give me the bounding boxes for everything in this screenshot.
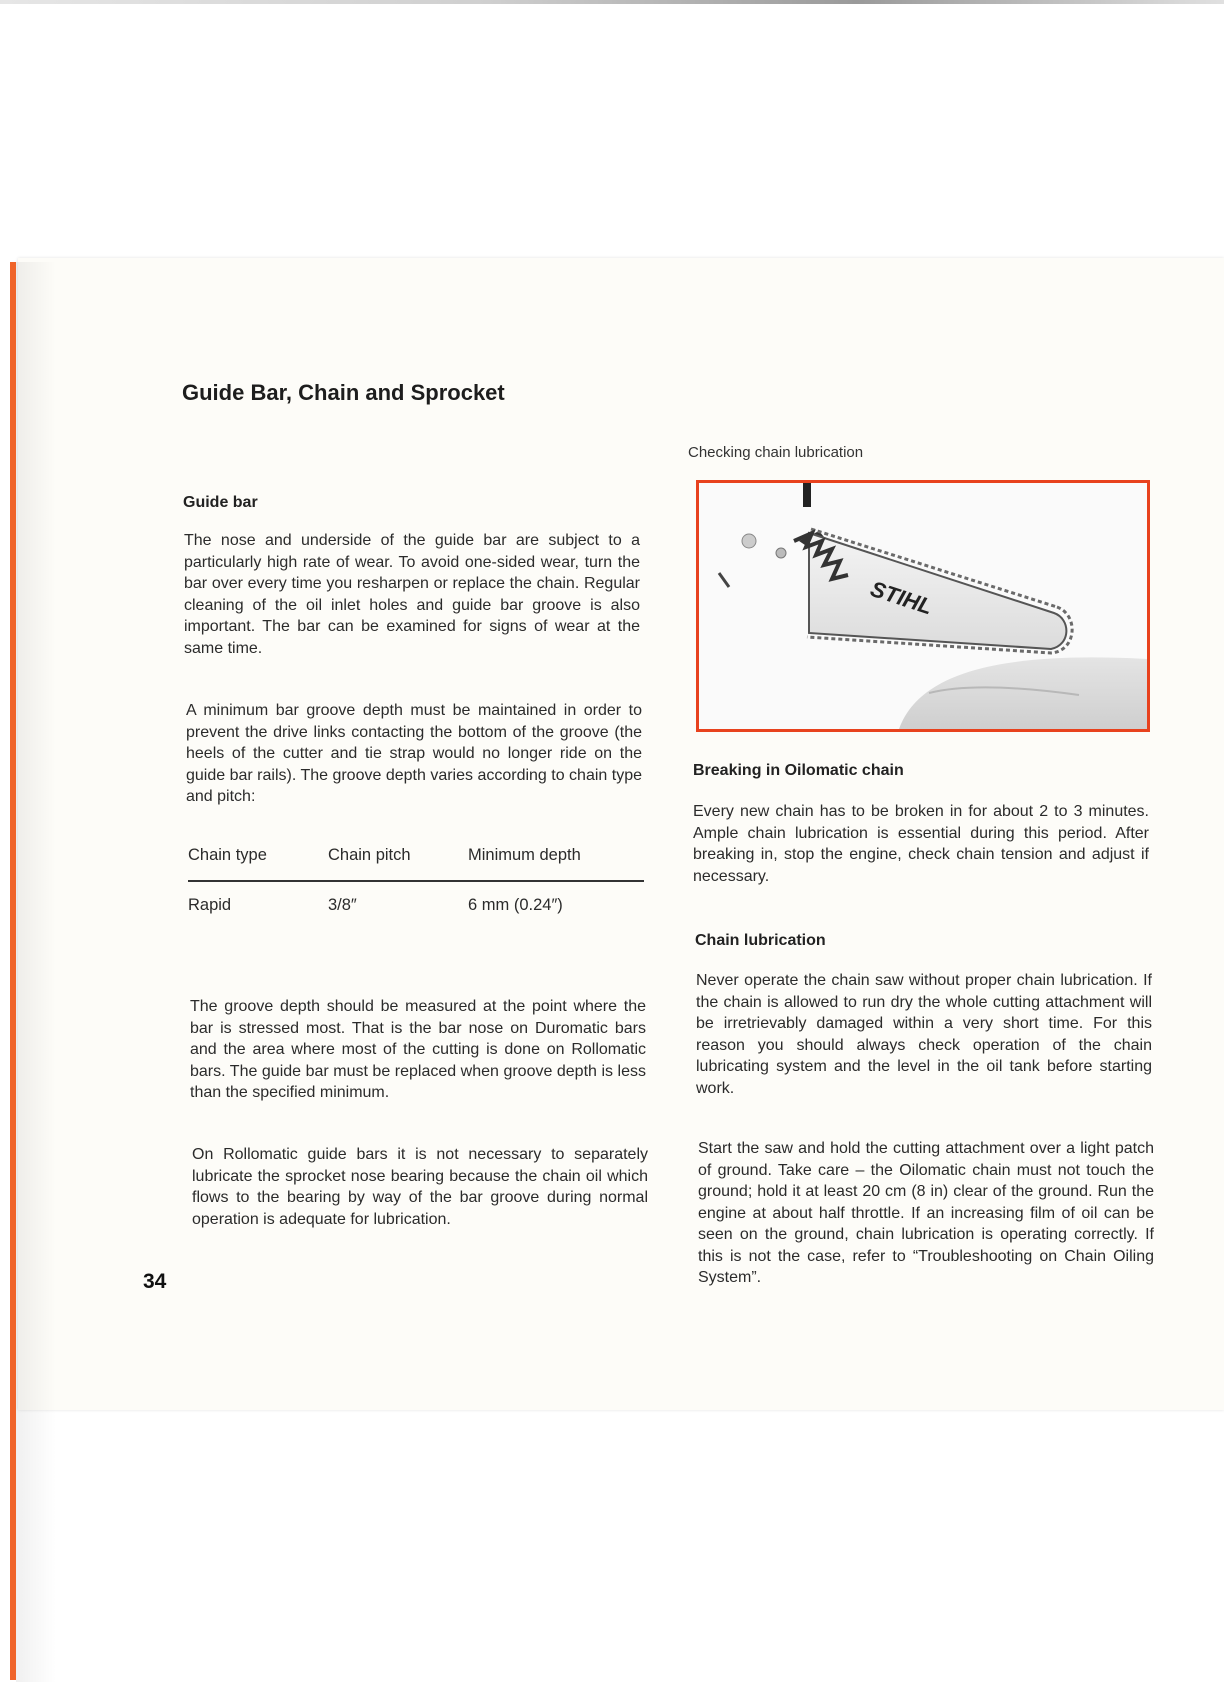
- guide-bar-paragraph-2: A minimum bar groove depth must be maintained in order to prevent the drive links contacting the bottom of the groove (the heels of the cutter and tie strap would no longer ride on the guide bar rails). The groove depth varies according to chain type and pitch:: [186, 702, 642, 805]
- page-number: 34: [143, 1270, 167, 1293]
- table-header-row: [188, 846, 644, 878]
- saw-handle: [803, 483, 811, 507]
- chain-lubrication-heading: Chain lubrication: [695, 932, 826, 949]
- guide-bar-paragraph-1: The nose and underside of the guide bar are subject to a particularly high rate of wear. To avoid one-sided wear, turn the bar over every time you resharpen or replace the chain. Regular cleaning of the oil inlet holes and guide bar groove is also important. The bar can be examined for signs of wear at the same time.: [184, 532, 640, 657]
- figure-caption: Checking chain lubrication: [688, 444, 864, 461]
- header-chain-pitch: Chain pitch: [328, 846, 411, 864]
- table-row: [188, 896, 644, 928]
- header-chain-type: Chain type: [188, 846, 267, 864]
- cell-minimum-depth: 6 mm (0.24″): [468, 896, 563, 914]
- stihl-logo: STIHL: [867, 575, 936, 620]
- chain-lubrication-paragraph-1: Never operate the chain saw without proper chain lubrication. If the chain is allowed to run dry the whole cutting attachment will be irretrievably damaged within a very short time. For this reason you should always check operation of the chain lubricating system and the level in the oil tank before starting work.: [696, 972, 1152, 1097]
- orange-page-edge: [10, 262, 16, 1680]
- breaking-in-paragraph: Every new chain has to be broken in for about 2 to 3 minutes. Ample chain lubrication is essential during this period. After breaking in, stop the engine, check chain tension and adjust if necessary.: [693, 803, 1149, 885]
- breaking-in-heading: Breaking in Oilomatic chain: [693, 762, 904, 779]
- page-title: Guide Bar, Chain and Sprocket: [182, 380, 505, 405]
- page-binding-shadow: [16, 262, 56, 1682]
- chain-lubrication-photo: [696, 480, 1150, 732]
- header-minimum-depth: Minimum depth: [468, 846, 581, 864]
- cell-chain-pitch: 3/8″: [328, 896, 357, 914]
- scan-top-edge: [0, 0, 1224, 4]
- chainsaw-illustration: [699, 483, 1147, 729]
- chain-lubrication-paragraph-2: Start the saw and hold the cutting attachment over a light patch of ground. Take care – the Oilomatic chain must not touch the ground; hold it at least 20 cm (8 in) clear of the ground. Run the engine at about half throttle. If an increasing film of oil can be seen on the ground, chain lubrication is operating correctly. If this is not the case, refer to “Troubleshooting on Chain Oiling System”.: [698, 1140, 1154, 1286]
- guide-bar-heading: Guide bar: [183, 494, 258, 511]
- groove-depth-table: [188, 846, 644, 928]
- guide-bar-paragraph-4: On Rollomatic guide bars it is not necessary to separately lubricate the sprocket nose bearing because the chain oil which flows to the bearing by way of the bar groove during normal operation is adequate for lubrication.: [192, 1146, 648, 1228]
- cell-chain-type: Rapid: [188, 896, 232, 914]
- guide-bar-paragraph-3: The groove depth should be measured at the point where the bar is stressed most. That is the bar nose on Duromatic bars and the area where most of the cutting is done on Rollomatic bars. The guide bar must be replaced when groove depth is less than the specified minimum.: [190, 998, 646, 1101]
- table-rule: [188, 880, 644, 882]
